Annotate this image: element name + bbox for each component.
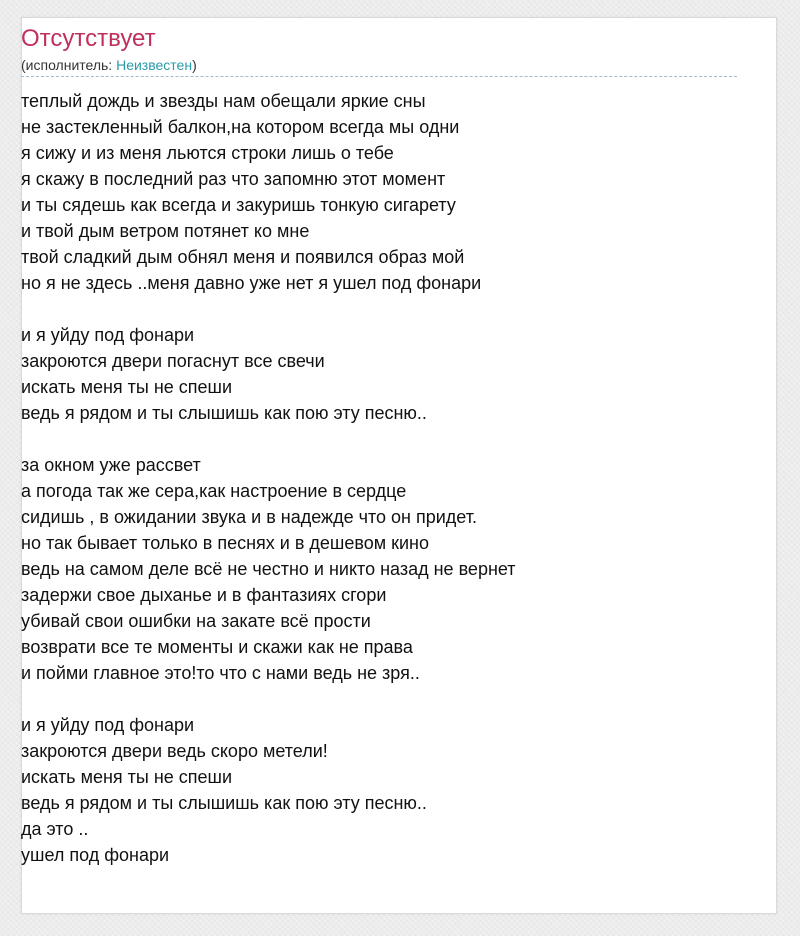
song-header	[21, 24, 737, 77]
artist-line	[21, 56, 197, 74]
lyric-line: и я уйду под фонари	[21, 325, 195, 345]
artist-suffix: )	[192, 57, 197, 73]
lyric-line: и я уйду под фонари	[21, 715, 195, 735]
lyric-line: я скажу в последний раз что запомню этот момент	[21, 169, 446, 189]
artist-link[interactable]: Неизвестен	[116, 57, 193, 73]
lyric-line: убивай свои ошибки на закате всё прости	[21, 611, 371, 631]
lyric-line: закроются двери погаснут все свечи	[21, 351, 325, 371]
lyric-line: теплый дождь и звезды нам обещали яркие сны	[21, 91, 426, 111]
lyrics-stanza	[21, 88, 737, 296]
lyric-line: твой сладкий дым обнял меня и появился образ мой	[21, 247, 465, 267]
lyric-line: искать меня ты не спеши	[21, 767, 233, 787]
song-title: Отсутствует	[21, 25, 156, 52]
lyric-line: искать меня ты не спеши	[21, 377, 233, 397]
lyrics-stanza	[21, 712, 737, 868]
lyrics-stanza	[21, 452, 737, 686]
lyric-line: закроются двери ведь скоро метели!	[21, 741, 328, 761]
lyric-line: и пойми главное это!то что с нами ведь не зря..	[21, 663, 420, 683]
lyric-line: ведь я рядом и ты слышишь как пою эту песню..	[21, 403, 427, 423]
lyric-line: да это ..	[21, 819, 89, 839]
lyric-line: а погода так же сера,как настроение в сердце	[21, 481, 407, 501]
lyric-line: ведь на самом деле всё не честно и никто назад не вернет	[21, 559, 516, 579]
lyrics-stanza	[21, 322, 737, 426]
lyric-line: не застекленный балкон,на котором всегда мы одни	[21, 117, 460, 137]
lyric-line: сидишь , в ожидании звука и в надежде что он придет.	[21, 507, 477, 527]
lyric-line: но так бывает только в песнях и в дешевом кино	[21, 533, 430, 553]
lyric-line: и твой дым ветром потянет ко мне	[21, 221, 310, 241]
lyric-line: но я не здесь ..меня давно уже нет я ушел под фонари	[21, 273, 482, 293]
lyrics-body	[21, 88, 737, 868]
lyric-line: я сижу и из меня льются строки лишь о тебе	[21, 143, 394, 163]
lyric-line: ведь я рядом и ты слышишь как пою эту песню..	[21, 793, 427, 813]
lyric-line: возврати все те моменты и скажи как не права	[21, 637, 413, 657]
lyric-line: задержи свое дыханье и в фантазиях сгори	[21, 585, 387, 605]
lyric-line: и ты сядешь как всегда и закуришь тонкую сигарету	[21, 195, 456, 215]
lyric-line: за окном уже рассвет	[21, 455, 201, 475]
lyric-line: ушел под фонари	[21, 845, 170, 865]
artist-prefix: (исполнитель:	[21, 57, 117, 73]
